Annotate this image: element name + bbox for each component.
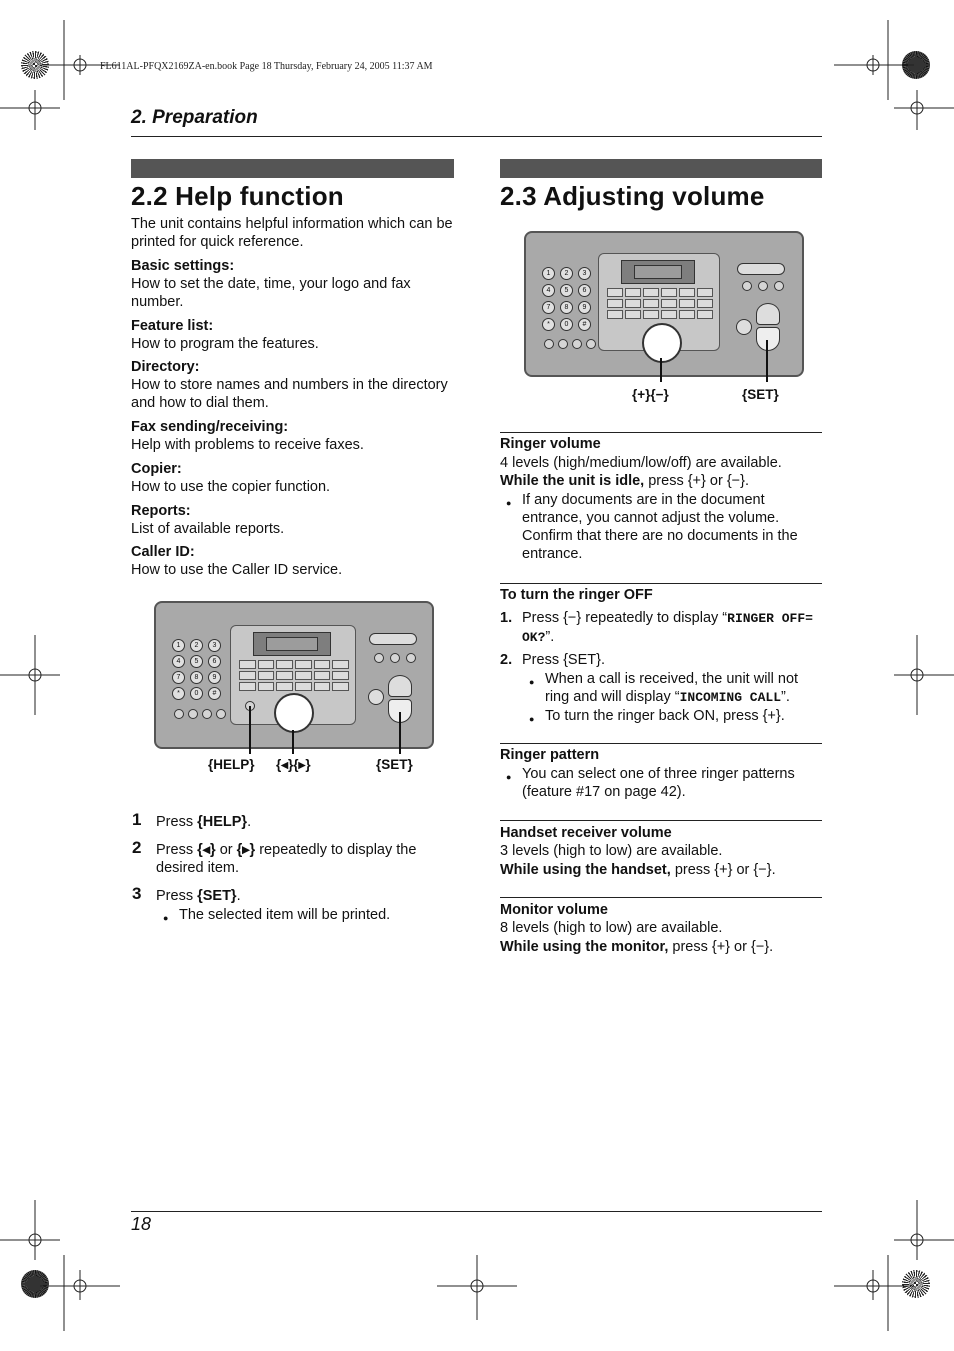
- one-touch-key: [661, 288, 677, 297]
- ringer-volume-heading: Ringer volume: [500, 436, 601, 452]
- help-item: [131, 418, 456, 454]
- small-button: [544, 339, 554, 349]
- bullet-post: ”.: [781, 689, 790, 705]
- help-item: [131, 543, 456, 579]
- subsection-rule: [500, 897, 822, 898]
- display-text: INCOMING CALL: [679, 690, 782, 705]
- one-touch-key: [643, 310, 659, 319]
- help-item-text: How to set the date, time, your logo and fax number.: [131, 276, 411, 310]
- section-bar: [131, 159, 454, 178]
- step-key: {SET}: [197, 888, 237, 904]
- small-button: [758, 281, 768, 291]
- keypad-key: 6: [578, 284, 591, 297]
- step-post: .: [236, 888, 241, 904]
- keypad-key: 1: [172, 639, 185, 652]
- handset-instruction: [500, 861, 825, 879]
- one-touch-key: [679, 310, 695, 319]
- small-button: [572, 339, 582, 349]
- one-touch-key: [661, 310, 677, 319]
- handset-condition: While using the handset,: [500, 862, 671, 878]
- help-item-head: Caller ID:: [131, 544, 195, 560]
- ringer-condition: While the unit is idle,: [500, 473, 645, 489]
- ringer-volume-levels: 4 levels (high/medium/low/off) are available.: [500, 455, 782, 471]
- ringer-off-step-number: 2.: [500, 652, 513, 668]
- section-title: 2. Preparation: [131, 107, 258, 128]
- figure-label-set: {SET}: [742, 387, 779, 402]
- subsection-rule: [500, 583, 822, 584]
- one-touch-key: [276, 682, 293, 691]
- one-touch-key: [258, 682, 275, 691]
- small-button: [374, 653, 384, 663]
- help-item-head: Copier:: [131, 461, 182, 477]
- fax-panel-illustration: [154, 601, 434, 749]
- callout-line: [660, 358, 662, 382]
- monitor-levels: 8 levels (high to low) are available.: [500, 920, 723, 936]
- help-item: [131, 257, 456, 311]
- help-item-head: Fax sending/receiving:: [131, 419, 289, 435]
- keypad-key: 0: [190, 687, 203, 700]
- keypad-key: 8: [190, 671, 203, 684]
- help-intro: The unit contains helpful information which can be printed for quick reference.: [131, 216, 453, 250]
- one-touch-key: [332, 682, 349, 691]
- one-touch-key: [679, 299, 695, 308]
- help-item: [131, 502, 456, 538]
- small-button: [390, 653, 400, 663]
- ringer-off-step2: Press {SET}.: [522, 652, 606, 668]
- one-touch-key: [258, 671, 275, 680]
- start-button: [369, 633, 417, 645]
- one-touch-key: [314, 671, 331, 680]
- figure-label-set: {SET}: [376, 757, 413, 772]
- help-item-head: Directory:: [131, 359, 200, 375]
- lcd-screen: [266, 637, 318, 651]
- help-title: 2.2 Help function: [131, 181, 344, 211]
- one-touch-key: [625, 299, 641, 308]
- lcd-display: [621, 260, 695, 284]
- keypad-key: 8: [560, 301, 573, 314]
- step-number: 3: [132, 884, 142, 903]
- handset-levels: 3 levels (high to low) are available.: [500, 843, 723, 859]
- ringer-bullet: ● If any documents are in the document entrance, you cannot adjust the volume. Confirm that there are no documents in the entrance.: [522, 491, 822, 563]
- keypad-key: 2: [560, 267, 573, 280]
- small-button: [558, 339, 568, 349]
- ringer-off-step1: [522, 609, 822, 647]
- one-touch-buttons: [607, 288, 713, 319]
- stop-button: [736, 319, 752, 335]
- step-text: [156, 813, 456, 831]
- print-meta: FL611AL-PFQX2169ZA-en.book Page 18 Thursday, February 24, 2005 11:37 AM: [100, 61, 433, 72]
- step-key: {▸}: [236, 842, 256, 858]
- step-post: repeatedly to display the desired item.: [156, 842, 417, 876]
- help-item-text: How to program the features.: [131, 336, 319, 352]
- keypad-key: 9: [578, 301, 591, 314]
- bullet-pre: When a call is received, the unit will not ring and will display “: [545, 671, 799, 705]
- one-touch-key: [295, 671, 312, 680]
- keypad-key: 4: [172, 655, 185, 668]
- one-touch-key: [276, 671, 293, 680]
- step-mid: or: [215, 842, 237, 858]
- help-item-text: List of available reports.: [131, 521, 285, 537]
- help-item-head: Basic settings:: [131, 258, 235, 274]
- step-text: [156, 887, 456, 905]
- handset-heading: Handset receiver volume: [500, 825, 672, 841]
- one-touch-key: [607, 310, 623, 319]
- keypad-key: 0: [560, 318, 573, 331]
- one-touch-key: [295, 682, 312, 691]
- keypad-key: 7: [172, 671, 185, 684]
- one-touch-key: [661, 299, 677, 308]
- one-touch-key: [239, 671, 256, 680]
- one-touch-buttons: [239, 660, 349, 691]
- small-button: [742, 281, 752, 291]
- ringer-off-heading: To turn the ringer OFF: [500, 587, 653, 603]
- keypad-key: 9: [208, 671, 221, 684]
- keypad-key: 5: [560, 284, 573, 297]
- up-button: [756, 303, 780, 325]
- monitor-instruction: [500, 938, 825, 956]
- keypad-key: 6: [208, 655, 221, 668]
- step-key: {HELP}: [197, 814, 248, 830]
- keypad-key: 2: [190, 639, 203, 652]
- keypad-key: 1: [542, 267, 555, 280]
- step-post: .: [247, 814, 252, 830]
- fax-panel-illustration: [524, 231, 804, 377]
- keypad-key: 3: [208, 639, 221, 652]
- ringer-pattern-bullet: ● You can select one of three ringer patterns (feature #17 on page 42).: [522, 765, 822, 801]
- small-button: [774, 281, 784, 291]
- ringer-off-step-number: 1.: [500, 610, 513, 626]
- one-touch-key: [625, 288, 641, 297]
- help-item-head: Feature list:: [131, 318, 214, 334]
- one-touch-key: [332, 660, 349, 669]
- callout-line: [292, 730, 294, 754]
- figure-label-arrows: {◂}{▸}: [276, 757, 311, 772]
- keypad-key: 3: [578, 267, 591, 280]
- step1-post: ”.: [545, 629, 555, 645]
- help-item-text: How to use the copier function.: [131, 479, 331, 495]
- step1-pre: Press {−} repeatedly to display “: [522, 610, 728, 626]
- keypad-key: 7: [542, 301, 555, 314]
- ringer-volume-instruction: [500, 472, 825, 490]
- help-item: [131, 358, 456, 412]
- display-text: RINGER OFF= OK?: [522, 611, 813, 645]
- keypad-key: #: [208, 687, 221, 700]
- small-button: [586, 339, 596, 349]
- callout-line: [399, 712, 401, 754]
- help-item: [131, 317, 456, 353]
- small-button: [406, 653, 416, 663]
- set-button: [756, 327, 780, 351]
- ringer-pattern-heading: Ringer pattern: [500, 747, 600, 763]
- figure-label-updown: {+}{−}: [632, 387, 669, 402]
- stop-button: [368, 689, 384, 705]
- one-touch-key: [332, 671, 349, 680]
- keypad-key: 4: [542, 284, 555, 297]
- one-touch-key: [697, 299, 713, 308]
- keypad-key: #: [578, 318, 591, 331]
- step-number: 2: [132, 838, 142, 857]
- volume-title: 2.3 Adjusting volume: [500, 181, 765, 211]
- one-touch-key: [697, 288, 713, 297]
- step-bullet: ● The selected item will be printed.: [179, 906, 459, 924]
- step-pre: Press: [156, 888, 198, 904]
- one-touch-key: [697, 310, 713, 319]
- lcd-display: [253, 632, 331, 656]
- small-button: [216, 709, 226, 719]
- step-key: {◂}: [197, 842, 216, 858]
- help-item-text: Help with problems to receive faxes.: [131, 437, 364, 453]
- up-button: [388, 675, 412, 697]
- one-touch-key: [239, 682, 256, 691]
- section-bar: [500, 159, 822, 178]
- one-touch-key: [276, 660, 293, 669]
- step-number: 1: [132, 810, 142, 829]
- step-pre: Press: [156, 842, 198, 858]
- figure-label-help: {HELP}: [208, 757, 255, 772]
- help-item-text: How to store names and numbers in the directory and how to dial them.: [131, 377, 448, 411]
- one-touch-key: [607, 299, 623, 308]
- subsection-rule: [500, 743, 822, 744]
- step-text: [156, 841, 456, 877]
- keypad-key: 5: [190, 655, 203, 668]
- one-touch-key: [643, 299, 659, 308]
- monitor-condition: While using the monitor,: [500, 939, 669, 955]
- page-number: 18: [131, 1214, 152, 1234]
- one-touch-key: [314, 682, 331, 691]
- subsection-rule: [500, 820, 822, 821]
- one-touch-key: [239, 660, 256, 669]
- navigator-dial: [642, 323, 682, 363]
- step-pre: Press: [156, 814, 198, 830]
- start-button: [737, 263, 785, 275]
- one-touch-key: [643, 288, 659, 297]
- ringer-off-bullet: [545, 670, 822, 707]
- navigator-dial: [274, 693, 314, 733]
- small-button: [174, 709, 184, 719]
- one-touch-key: [625, 310, 641, 319]
- handset-action: press {+} or {−}.: [670, 862, 776, 878]
- subsection-rule: [500, 432, 822, 433]
- keypad-key: *: [542, 318, 555, 331]
- keypad-key: *: [172, 687, 185, 700]
- header-rule: [131, 136, 822, 137]
- ringer-off-bullet: ● To turn the ringer back ON, press {+}.: [545, 707, 822, 725]
- small-button: [188, 709, 198, 719]
- small-button: [202, 709, 212, 719]
- one-touch-key: [314, 660, 331, 669]
- help-item-head: Reports:: [131, 503, 191, 519]
- monitor-heading: Monitor volume: [500, 902, 608, 918]
- help-item: [131, 460, 456, 496]
- one-touch-key: [607, 288, 623, 297]
- monitor-action: press {+} or {−}.: [668, 939, 774, 955]
- callout-line: [766, 340, 768, 382]
- lcd-screen: [634, 265, 682, 279]
- ringer-action: press {+} or {−}.: [644, 473, 750, 489]
- one-touch-key: [258, 660, 275, 669]
- footer-rule: [131, 1211, 822, 1212]
- help-item-text: How to use the Caller ID service.: [131, 562, 343, 578]
- one-touch-key: [295, 660, 312, 669]
- one-touch-key: [679, 288, 695, 297]
- callout-line: [249, 706, 251, 754]
